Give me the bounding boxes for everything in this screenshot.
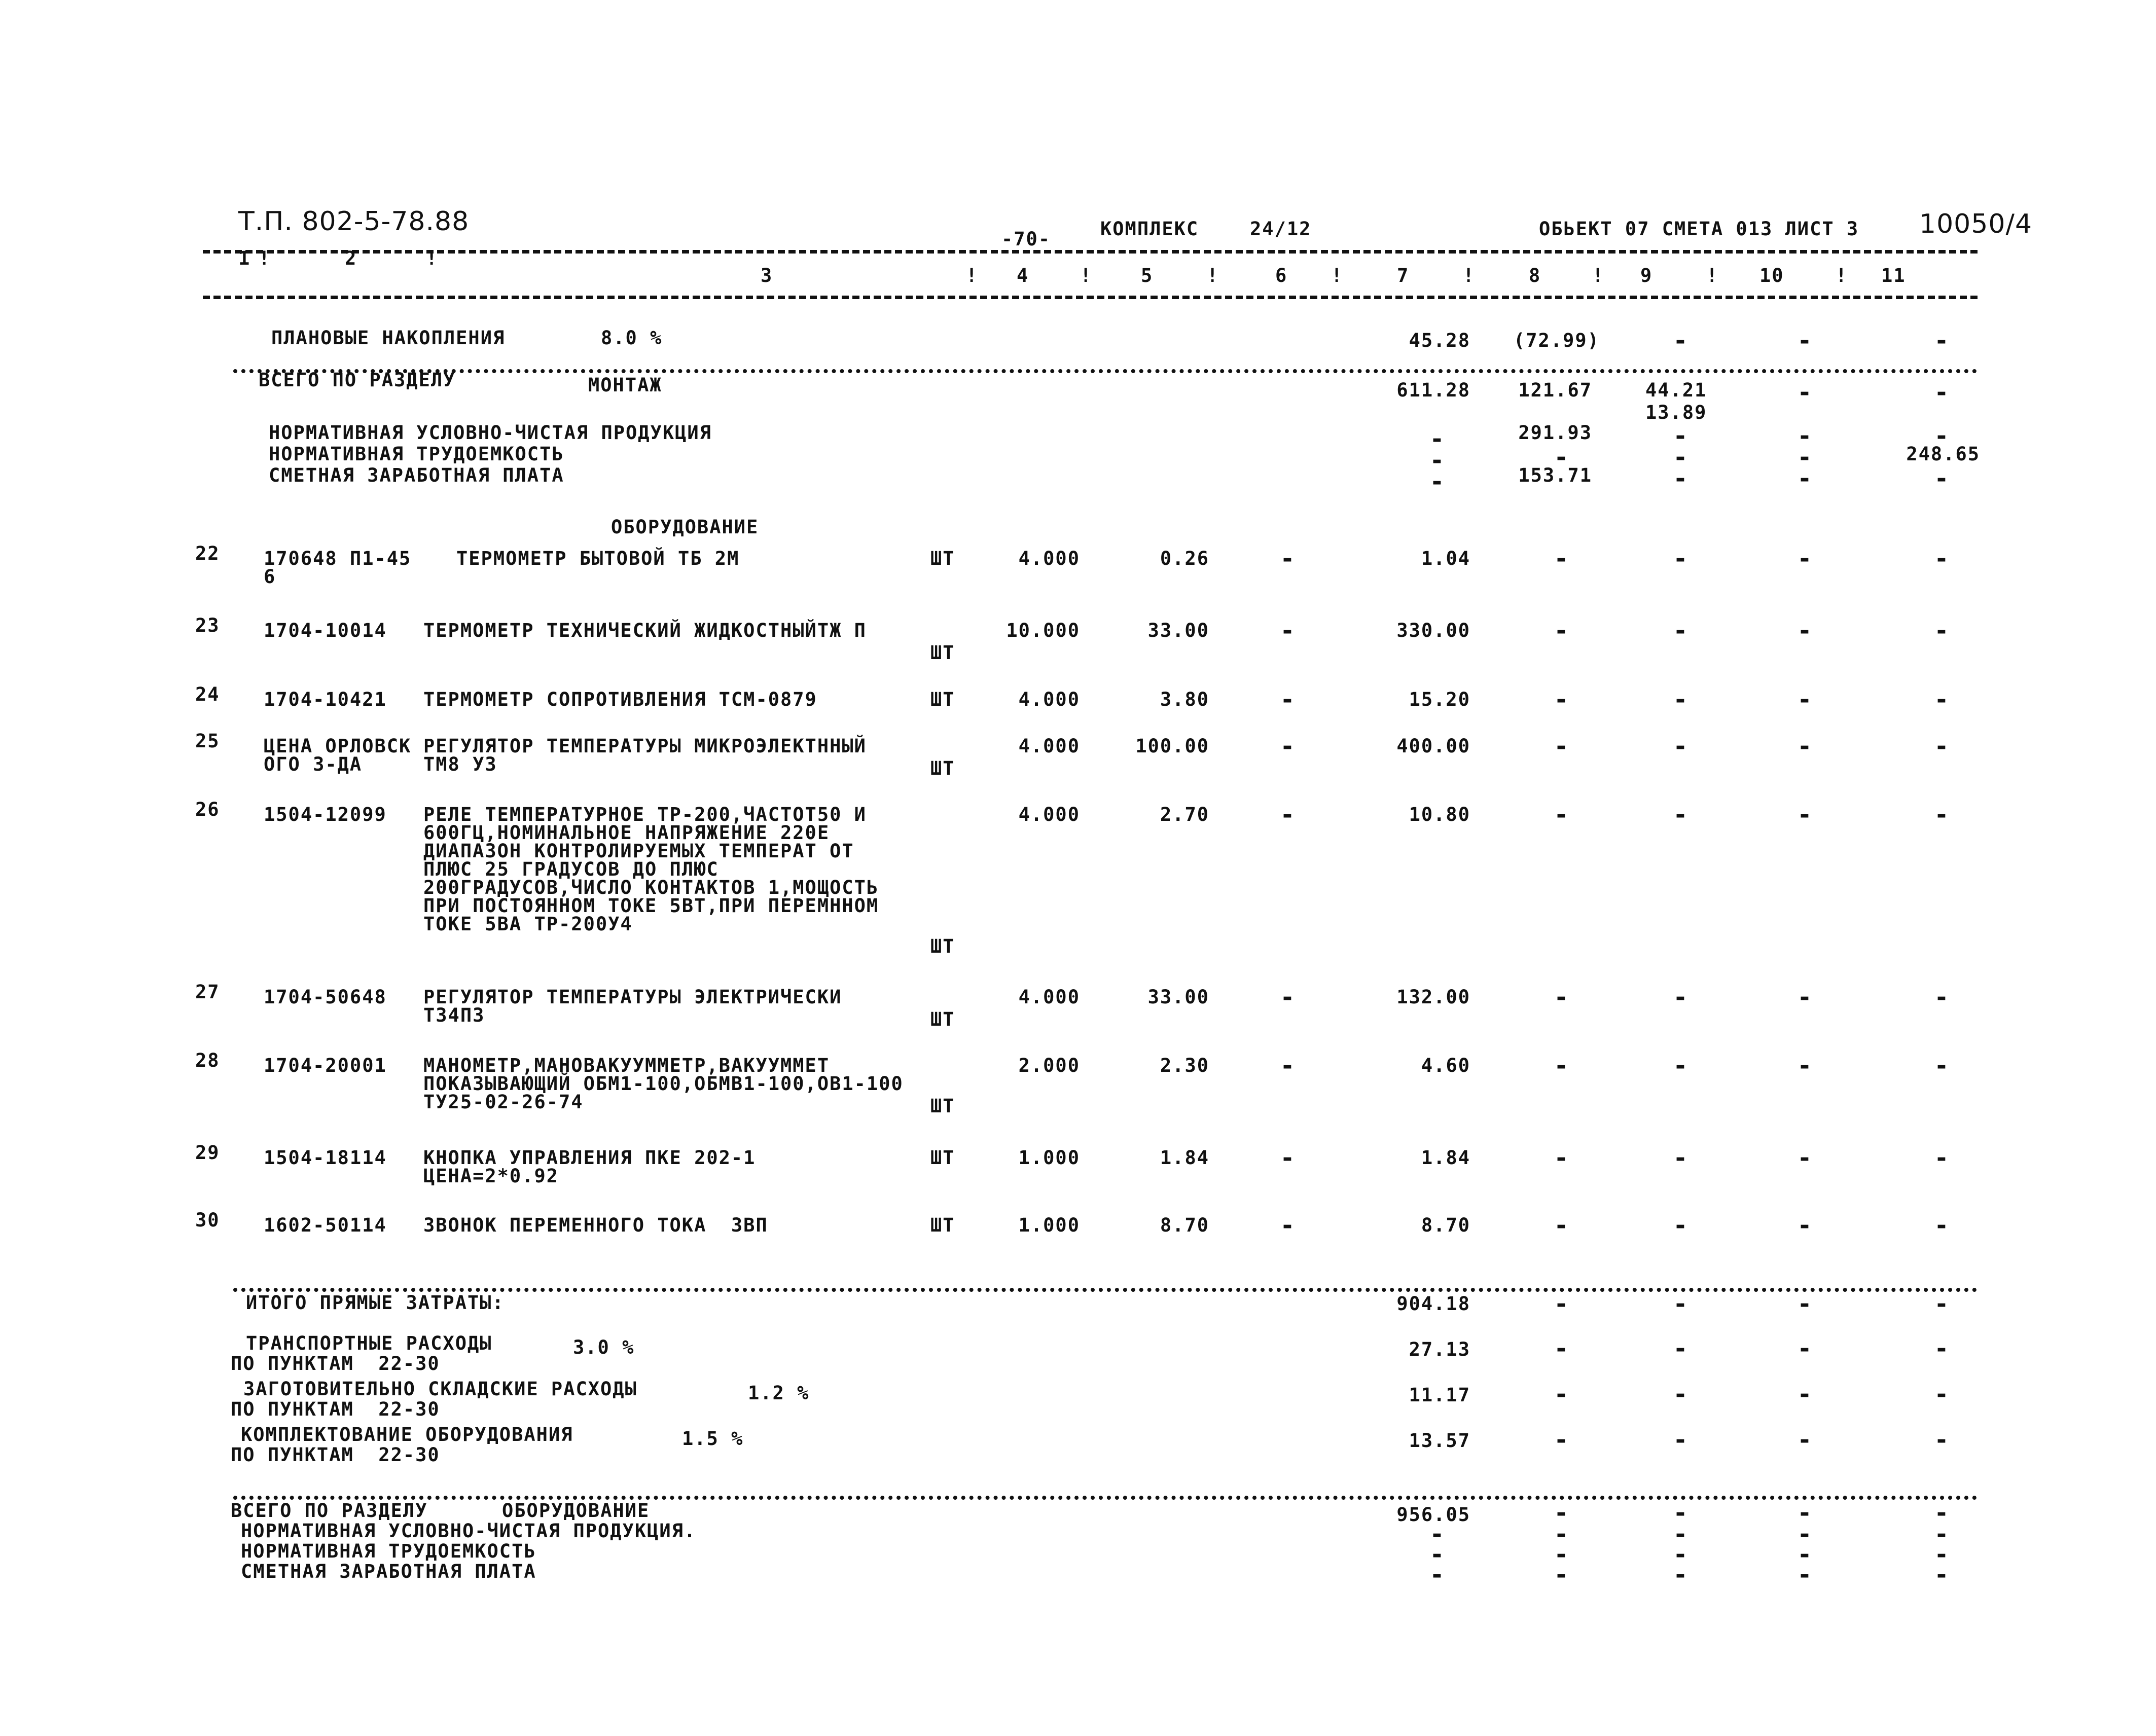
col8-value: - — [1554, 1144, 1570, 1172]
item-code: 1504-12099 — [264, 804, 387, 825]
col7-value: - — [1429, 1561, 1446, 1589]
item-sum: 1.84 — [1421, 1147, 1470, 1169]
col9-value: - — [1673, 1290, 1689, 1318]
col11-value: - — [1934, 617, 1950, 645]
col8-value: 121.67 — [1518, 379, 1592, 401]
item-code-2: 6 — [264, 566, 276, 588]
item-description-line: ПОКАЗЫВАЮЩИЙ ОБМ1-100,ОБМВ1-100,ОВ1-100 — [423, 1073, 904, 1095]
direct-costs-label: ИТОГО ПРЯМЫЕ ЗАТРАТЫ: — [246, 1292, 505, 1314]
col8-value: - — [1554, 801, 1570, 829]
col7-value: - — [1429, 1520, 1446, 1548]
item-sum: 1.04 — [1421, 548, 1470, 569]
col9-value: - — [1673, 464, 1689, 493]
item-description-line: КНОПКА УПРАВЛЕНИЯ ПКЕ 202-1 — [423, 1147, 756, 1169]
col6-value: - — [1280, 1052, 1296, 1080]
column-separator: ! — [1836, 265, 1848, 286]
col10-value: - — [1797, 1144, 1813, 1172]
item-sum: 10.80 — [1409, 804, 1470, 825]
col10-value: - — [1797, 1334, 1813, 1363]
item-description-line: 200ГРАДУСОВ,ЧИСЛО КОНТАКТОВ 1,МОЩОСТЬ — [423, 877, 879, 898]
col10-value: - — [1797, 983, 1813, 1011]
col11-value: - — [1934, 1426, 1950, 1454]
dotted-rule — [233, 369, 1978, 373]
col11-value: - — [1934, 1540, 1950, 1569]
item-description-line: РЕЛЕ ТЕМПЕРАТУРНОЕ ТР-200,ЧАСТОТ50 И — [423, 804, 867, 825]
col10-value: - — [1797, 617, 1813, 645]
object-sheet-ref: ОБЬЕКТ 07 СМЕТА 013 ЛИСТ 3 — [1539, 218, 1859, 240]
column-number: 8 — [1529, 265, 1541, 286]
column-number: 9 — [1640, 265, 1653, 286]
header-rule — [203, 250, 1978, 254]
col9-value: - — [1673, 422, 1689, 450]
column-number: 4 — [1017, 265, 1029, 286]
item-number: 25 — [195, 730, 220, 752]
item-quantity: 4.000 — [1018, 986, 1080, 1008]
item-code: 1704-10014 — [264, 620, 387, 641]
surcharge-scope: ПО ПУНКТАМ 22-30 — [231, 1353, 440, 1375]
col9-value: - — [1673, 801, 1689, 829]
col10-value: - — [1797, 1540, 1813, 1569]
item-price: 3.80 — [1160, 689, 1209, 710]
col10-value: - — [1797, 443, 1813, 472]
col7-value: 611.28 — [1396, 379, 1470, 401]
col8-value: - — [1554, 1520, 1570, 1548]
column-separator: ! — [1331, 265, 1344, 286]
col8-value: 153.71 — [1518, 464, 1592, 486]
col9-value: - — [1673, 1380, 1689, 1408]
col11-value: - — [1934, 1290, 1950, 1318]
col8-value: - — [1554, 685, 1570, 714]
col7-value: 27.13 — [1409, 1339, 1470, 1360]
item-unit: ШТ — [930, 757, 955, 779]
col7-value: - — [1429, 425, 1446, 453]
col11-value: - — [1934, 732, 1950, 761]
col7-value: 13.57 — [1409, 1430, 1470, 1452]
item-description-line: ПЛЮС 25 ГРАДУСОВ ДО ПЛЮС — [423, 858, 719, 880]
item-code: 1504-18114 — [264, 1147, 387, 1169]
item-price: 0.26 — [1160, 548, 1209, 569]
item-number: 22 — [195, 542, 220, 564]
col9-value: - — [1673, 1561, 1689, 1589]
col10-value: - — [1797, 1052, 1813, 1080]
col11-value: - — [1934, 1380, 1950, 1408]
equipment-title: ОБОРУДОВАНИЕ — [611, 516, 759, 538]
col8-value: - — [1554, 1052, 1570, 1080]
col10-value: - — [1797, 327, 1813, 355]
item-quantity: 4.000 — [1018, 804, 1080, 825]
col11-value: - — [1934, 1211, 1950, 1240]
col9-value-2: 13.89 — [1645, 402, 1707, 423]
surcharge-label: КОМПЛЕКТОВАНИЕ ОБОРУДОВАНИЯ — [241, 1424, 573, 1445]
planned-pct: 8.0 % — [601, 327, 663, 349]
item-sum: 330.00 — [1396, 620, 1470, 641]
item-unit: ШТ — [930, 689, 955, 710]
col11-value: - — [1934, 983, 1950, 1011]
col10-value: - — [1797, 801, 1813, 829]
col9-value: - — [1673, 1334, 1689, 1363]
col11-value: - — [1934, 1561, 1950, 1589]
item-price: 33.00 — [1147, 986, 1209, 1008]
item-quantity: 1.000 — [1018, 1214, 1080, 1236]
col7-value: - — [1429, 446, 1446, 475]
col10-value: - — [1797, 464, 1813, 493]
item-description-line: ТЕРМОМЕТР БЫТОВОЙ ТБ 2М — [456, 548, 740, 569]
col7-value: 11.17 — [1409, 1384, 1470, 1406]
col9-value: - — [1673, 732, 1689, 761]
column-number: 6 — [1275, 265, 1288, 286]
column-number: 10 — [1759, 265, 1784, 286]
col11-value: - — [1934, 422, 1950, 450]
col8-value: - — [1554, 1211, 1570, 1240]
surcharge-scope: ПО ПУНКТАМ 22-30 — [231, 1444, 440, 1466]
col11-value: - — [1934, 801, 1950, 829]
item-price: 2.30 — [1160, 1055, 1209, 1076]
col9-value: - — [1673, 1211, 1689, 1240]
col8-value: - — [1554, 443, 1570, 472]
column-number: 2 — [345, 247, 357, 269]
col8-value: - — [1554, 617, 1570, 645]
col9-value: - — [1673, 443, 1689, 472]
col7-value: 45.28 — [1409, 330, 1470, 351]
col8-value: - — [1554, 1426, 1570, 1454]
col6-value: - — [1280, 983, 1296, 1011]
item-number: 23 — [195, 614, 220, 636]
col9-value: - — [1673, 1052, 1689, 1080]
item-number: 30 — [195, 1209, 220, 1231]
col6-value: - — [1280, 545, 1296, 573]
col9-value: - — [1673, 1520, 1689, 1548]
indicator-label: СМЕТНАЯ ЗАРАБОТНАЯ ПЛАТА — [269, 464, 564, 486]
col11-value: - — [1934, 378, 1950, 407]
section-total-label: ВСЕГО ПО РАЗДЕЛУ — [231, 1500, 428, 1522]
col11-value: - — [1934, 545, 1950, 573]
column-separator: ! — [1463, 265, 1476, 286]
col10-value: - — [1797, 732, 1813, 761]
col10-value: - — [1797, 1380, 1813, 1408]
col11-value: - — [1934, 1334, 1950, 1363]
item-code: ЦЕНА ОРЛОВСК — [264, 735, 412, 757]
item-quantity: 4.000 — [1018, 735, 1080, 757]
column-number: 5 — [1141, 265, 1154, 286]
column-separator: ! — [1592, 265, 1605, 286]
item-number: 24 — [195, 683, 220, 705]
col11-value: - — [1934, 1052, 1950, 1080]
item-code: 1704-10421 — [264, 689, 387, 710]
planned-label: ПЛАНОВЫЕ НАКОПЛЕНИЯ — [271, 327, 506, 349]
col8-value: - — [1554, 1334, 1570, 1363]
item-code: 1602-50114 — [264, 1214, 387, 1236]
dotted-rule — [233, 1288, 1978, 1292]
col8-value: - — [1554, 1290, 1570, 1318]
col7-value: 904.18 — [1396, 1293, 1470, 1315]
col9-value: - — [1673, 1499, 1689, 1527]
item-price: 1.84 — [1160, 1147, 1209, 1169]
item-description-line: МАНОМЕТР,МАНОВАКУУММЕТР,ВАКУУММЕТ — [423, 1055, 830, 1076]
item-unit: ШТ — [930, 935, 955, 957]
item-number: 28 — [195, 1050, 220, 1071]
doc-ref: Т.П. 802-5-78.88 — [238, 206, 470, 237]
item-description-line: РЕГУЛЯТОР ТЕМПЕРАТУРЫ ЭЛЕКТРИЧЕСКИ — [423, 986, 842, 1008]
indicator-label: НОРМАТИВНАЯ УСЛОВНО-ЧИСТАЯ ПРОДУКЦИЯ — [269, 422, 712, 444]
dotted-rule — [233, 1496, 1978, 1500]
item-description-line: ТУ25-02-26-74 — [423, 1091, 584, 1113]
indicator-label: НОРМАТИВНАЯ ТРУДОЕМКОСТЬ — [241, 1540, 536, 1562]
col10-value: - — [1797, 1426, 1813, 1454]
col11-value: 248.65 — [1906, 443, 1980, 465]
page-number: -70- — [1001, 228, 1051, 250]
item-quantity: 1.000 — [1018, 1147, 1080, 1169]
col11-value: - — [1934, 464, 1950, 493]
col6-value: - — [1280, 1144, 1296, 1172]
item-sum: 15.20 — [1409, 689, 1470, 710]
col9-value: - — [1673, 617, 1689, 645]
item-sum: 4.60 — [1421, 1055, 1470, 1076]
item-description-line: ЦЕНА=2*0.92 — [423, 1165, 559, 1187]
item-sum: 132.00 — [1396, 986, 1470, 1008]
item-price: 2.70 — [1160, 804, 1209, 825]
complex-number: 24/12 — [1250, 218, 1312, 240]
col11-value: - — [1934, 1144, 1950, 1172]
item-description-line: ЗВОНОК ПЕРЕМЕННОГО ТОКА ЗВП — [423, 1214, 768, 1236]
col7-value: 956.05 — [1396, 1504, 1470, 1526]
column-separator: ! — [1207, 265, 1219, 286]
surcharge-percent: 3.0 % — [573, 1336, 635, 1358]
item-unit: ШТ — [930, 642, 955, 664]
item-unit: ШТ — [930, 548, 955, 569]
col10-value: - — [1797, 422, 1813, 450]
item-description-line: Т34П3 — [423, 1004, 485, 1026]
col9-value: - — [1673, 685, 1689, 714]
item-description-line: ДИАПАЗОН КОНТРОЛИРУЕМЫХ ТЕМПЕРАТ ОТ — [423, 840, 854, 862]
item-number: 29 — [195, 1142, 220, 1164]
col6-value: - — [1280, 732, 1296, 761]
indicator-label: НОРМАТИВНАЯ УСЛОВНО-ЧИСТАЯ ПРОДУКЦИЯ. — [241, 1520, 697, 1542]
col9-value: - — [1673, 1426, 1689, 1454]
column-number: 7 — [1397, 265, 1410, 286]
col6-value: - — [1280, 801, 1296, 829]
indicator-label: СМЕТНАЯ ЗАРАБОТНАЯ ПЛАТА — [241, 1561, 536, 1582]
columns-rule — [203, 296, 1978, 299]
item-description-line: ТОКЕ 5ВА ТР-200У4 — [423, 913, 633, 935]
col10-value: - — [1797, 685, 1813, 714]
col6-value: - — [1280, 685, 1296, 714]
col10-value: - — [1797, 1561, 1813, 1589]
surcharge-scope: ПО ПУНКТАМ 22-30 — [231, 1398, 440, 1420]
item-quantity: 4.000 — [1018, 548, 1080, 569]
col8-value: - — [1554, 1561, 1570, 1589]
item-description-line: ТЕРМОМЕТР СОПРОТИВЛЕНИЯ ТСМ-0879 — [423, 689, 817, 710]
col7-value: - — [1429, 1540, 1446, 1569]
column-number: 11 — [1881, 265, 1906, 286]
column-separator: ! — [1080, 265, 1093, 286]
surcharge-label: ЗАГОТОВИТЕЛЬНО СКЛАДСКИЕ РАСХОДЫ — [243, 1378, 637, 1400]
item-description-line: ПРИ ПОСТОЯННОМ ТОКЕ 5ВТ,ПРИ ПЕРЕМННОМ — [423, 895, 879, 917]
column-separator: ! — [259, 247, 271, 269]
item-price: 100.00 — [1135, 735, 1209, 757]
item-quantity: 4.000 — [1018, 689, 1080, 710]
col10-value: - — [1797, 1499, 1813, 1527]
surcharge-percent: 1.2 % — [748, 1382, 810, 1404]
col11-value: - — [1934, 1520, 1950, 1548]
item-description-line: ТЕРМОМЕТР ТЕХНИЧЕСКИЙ ЖИДКОСТНЫЙТЖ П — [423, 620, 867, 641]
item-description-line: ТМ8 У3 — [423, 753, 497, 775]
col9-value: - — [1673, 1540, 1689, 1569]
col11-value: - — [1934, 327, 1950, 355]
column-separator: ! — [966, 265, 979, 286]
item-unit: ШТ — [930, 1008, 955, 1030]
item-unit: ШТ — [930, 1095, 955, 1117]
col11-value: - — [1934, 1499, 1950, 1527]
col9-value: - — [1673, 545, 1689, 573]
section-name: МОНТАЖ — [588, 374, 662, 396]
section-name: ОБОРУДОВАНИЕ — [502, 1500, 650, 1522]
item-unit: ШТ — [930, 1147, 955, 1169]
col9-value: - — [1673, 327, 1689, 355]
item-code: 170648 П1-45 — [264, 548, 412, 569]
col9-value: 44.21 — [1645, 379, 1707, 401]
column-number: 3 — [761, 265, 773, 286]
item-number: 26 — [195, 799, 220, 820]
col11-value: - — [1934, 685, 1950, 714]
col8-value: (72.99) — [1514, 330, 1600, 351]
item-sum: 8.70 — [1421, 1214, 1470, 1236]
col10-value: - — [1797, 1290, 1813, 1318]
item-price: 8.70 — [1160, 1214, 1209, 1236]
col10-value: - — [1797, 1520, 1813, 1548]
item-code-2: ОГО 3-ДА — [264, 753, 363, 775]
col8-value: - — [1554, 983, 1570, 1011]
item-price: 33.00 — [1147, 620, 1209, 641]
item-code: 1704-50648 — [264, 986, 387, 1008]
item-unit: ШТ — [930, 1214, 955, 1236]
col8-value: 291.93 — [1518, 422, 1592, 444]
col10-value: - — [1797, 1211, 1813, 1240]
col7-value: - — [1429, 467, 1446, 496]
col8-value: - — [1554, 732, 1570, 761]
column-separator: ! — [426, 247, 439, 269]
column-separator: ! — [1706, 265, 1719, 286]
col10-value: - — [1797, 545, 1813, 573]
item-description-line: 600ГЦ,НОМИНАЛЬНОЕ НАПРЯЖЕНИЕ 220Е — [423, 822, 830, 844]
surcharge-percent: 1.5 % — [682, 1428, 744, 1450]
col6-value: - — [1280, 1211, 1296, 1240]
column-number: 1 — [238, 247, 251, 269]
item-description-line: РЕГУЛЯТОР ТЕМПЕРАТУРЫ МИКРОЭЛЕКТННЫЙ — [423, 735, 867, 757]
col8-value: - — [1554, 1499, 1570, 1527]
indicator-label: НОРМАТИВНАЯ ТРУДОЕМКОСТЬ — [269, 443, 564, 465]
item-number: 27 — [195, 981, 220, 1003]
item-sum: 400.00 — [1396, 735, 1470, 757]
item-quantity: 10.000 — [1006, 620, 1080, 641]
col9-value: - — [1673, 983, 1689, 1011]
archive-number: 10050/4 — [1919, 209, 2033, 239]
col8-value: - — [1554, 1380, 1570, 1408]
item-quantity: 2.000 — [1018, 1055, 1080, 1076]
col9-value: - — [1673, 1144, 1689, 1172]
col8-value: - — [1554, 1540, 1570, 1569]
section-total-label: ВСЕГО ПО РАЗДЕЛУ — [259, 369, 456, 391]
col6-value: - — [1280, 617, 1296, 645]
col8-value: - — [1554, 545, 1570, 573]
surcharge-label: ТРАНСПОРТНЫЕ РАСХОДЫ — [246, 1332, 492, 1354]
item-code: 1704-20001 — [264, 1055, 387, 1076]
complex-label: КОМПЛЕКС — [1100, 218, 1199, 240]
col10-value: - — [1797, 378, 1813, 407]
